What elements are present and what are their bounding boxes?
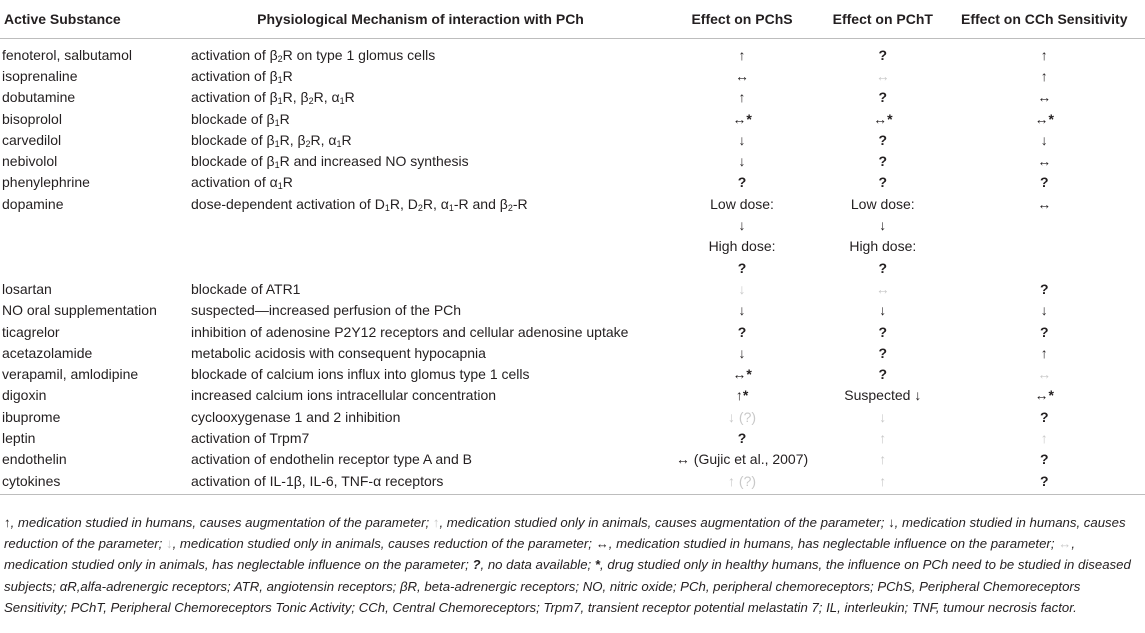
cell-effect-cch: ? xyxy=(1039,323,1049,340)
table-row xyxy=(0,257,1145,278)
mechanism-text: R xyxy=(279,110,290,127)
cell-mechanism xyxy=(179,427,662,448)
table-body xyxy=(0,39,1145,495)
cell-effect-pchs: ? xyxy=(737,174,747,191)
cell-effect-cch: ↓ xyxy=(1040,302,1048,319)
cell-mechanism xyxy=(179,342,662,363)
cell-effect-cch: ↔ xyxy=(1037,366,1052,383)
table-row xyxy=(0,342,1145,363)
cell-active-substance: endothelin xyxy=(2,451,67,468)
cell-effect-pcht: ? xyxy=(878,174,888,191)
cell-effect-pcht: ? xyxy=(878,131,888,148)
cell-effect-pcht: ↔* xyxy=(873,110,893,127)
mechanism-text: -R and β xyxy=(453,195,508,212)
cell-effect-cch: ? xyxy=(1039,472,1049,489)
cell-active-substance: ibuprome xyxy=(2,408,61,425)
mechanism-text: dose-dependent activation of D xyxy=(191,195,385,212)
cell-effect-pcht: ? xyxy=(878,46,888,63)
mechanism-text: blockade of ATR1 xyxy=(191,280,301,297)
mechanism-text: cyclooxygenase 1 and 2 inhibition xyxy=(191,408,401,425)
cell-active-substance: leptin xyxy=(2,429,36,446)
mechanism-text: activation of β xyxy=(191,67,278,84)
cell-active-substance: bisoprolol xyxy=(2,110,62,127)
mechanism-text: suspected—increased perfusion of the PCh xyxy=(191,302,462,319)
header-effect-pchs: Effect on PChS xyxy=(691,11,793,27)
cell-effect-cch: ↔ xyxy=(1037,195,1052,212)
cell-effect-pchs: ↔ xyxy=(735,67,750,84)
cell-active-substance: digoxin xyxy=(2,387,47,404)
table-row xyxy=(0,39,1145,66)
cell-effect-cch xyxy=(944,214,1145,235)
cell-mechanism xyxy=(179,129,662,150)
cell-mechanism xyxy=(179,363,662,384)
header-mechanism: Physiological Mechanism of interaction with PCh xyxy=(257,11,584,27)
cell-effect-pcht: ? xyxy=(878,89,888,106)
cell-mechanism xyxy=(179,385,662,406)
cell-active-substance: NO oral supplementation xyxy=(2,302,157,319)
table-row xyxy=(0,214,1145,235)
cell-effect-pcht: ↔ xyxy=(875,280,890,297)
mechanism-subscript: 1 xyxy=(277,181,283,192)
mechanism-subscript: 1 xyxy=(277,74,283,85)
cell-active-substance: losartan xyxy=(2,280,52,297)
table-row xyxy=(0,129,1145,150)
cell-active-substance: acetazolamide xyxy=(2,344,93,361)
cell-active-substance: verapamil, amlodipine xyxy=(2,366,139,383)
cell-active-substance: fenoterol, salbutamol xyxy=(2,46,132,63)
mechanism-text: R xyxy=(282,67,293,84)
mechanism-text: increased calcium ions intracellular concentration xyxy=(191,387,497,404)
cell-effect-cch xyxy=(944,257,1145,278)
footnote-segment: , no data available; xyxy=(480,557,595,573)
mechanism-subscript: 1 xyxy=(384,202,390,213)
cell-effect-pcht: High dose: xyxy=(849,238,917,255)
mechanism-text: R, β xyxy=(279,131,306,148)
header-effect-pcht: Effect on PChT xyxy=(832,11,933,27)
mechanism-subscript: 1 xyxy=(274,117,280,128)
cell-mechanism xyxy=(179,39,662,66)
mechanism-text: blockade of calcium ions influx into glomus type 1 cells xyxy=(191,366,530,383)
mechanism-text: activation of IL-1β, IL-6, TNF-α receptors xyxy=(191,472,444,489)
mechanism-text: R on type 1 glomus cells xyxy=(282,46,436,63)
cell-effect-pcht: ? xyxy=(878,366,888,383)
cell-mechanism xyxy=(179,172,662,193)
mechanism-text: R, α xyxy=(310,131,337,148)
cell-effect-cch: ↔* xyxy=(1034,387,1054,404)
cell-effect-cch: ↑ xyxy=(1040,429,1048,446)
cell-effect-cch: ↑ xyxy=(1040,344,1048,361)
cell-active-substance xyxy=(0,236,179,257)
footnote-segment: ↔ xyxy=(1058,536,1072,552)
cell-effect-pcht: ↑ xyxy=(879,472,887,489)
cell-effect-cch: ↓ xyxy=(1040,131,1048,148)
mechanism-subscript: 1 xyxy=(448,202,454,213)
cell-effect-pchs: ↔* xyxy=(732,110,752,127)
cell-active-substance: carvedilol xyxy=(2,131,62,148)
table-row xyxy=(0,172,1145,193)
cell-effect-pcht: ? xyxy=(878,153,888,170)
footnote-segment: , medication studied only in animals, causes augmentation of the parameter; xyxy=(439,515,889,530)
table-row xyxy=(0,193,1145,214)
cell-active-substance: ticagrelor xyxy=(2,323,60,340)
cell-effect-pchs: ↓ xyxy=(738,344,746,361)
mechanism-text: activation of endothelin receptor type A and B xyxy=(191,451,472,468)
cell-effect-pchs: High dose: xyxy=(708,238,776,255)
cell-effect-cch: ↑ xyxy=(1040,67,1048,84)
cell-effect-cch: ↔ xyxy=(1037,89,1052,106)
cell-effect-pchs: ↓ xyxy=(738,217,746,234)
cell-active-substance: nebivolol xyxy=(2,153,58,170)
mechanism-text: R xyxy=(282,174,293,191)
cell-mechanism xyxy=(179,150,662,171)
cell-effect-pchs: ↔* xyxy=(732,366,752,383)
cell-mechanism xyxy=(179,236,662,257)
cell-effect-pchs: ↑* xyxy=(735,387,749,404)
footnote-segment: , drug studied only in healthy humans, the influence on PCh need to be studied in diseased subjects; αR,alfa-adrenergic receptors; ATR, angiotensin receptors; βR, beta-adrenergic receptors; NO, nitric oxide; PCh, peripheral chemoreceptors; PChS, Peripheral Chemoreceptors Sensitivity; PChT, Peripheral Chemoreceptors Tonic Activity; CCh, Central Chemoreceptors; Trpm7, transient receptor potential melastatin 7; IL, interleukin; TNF, tumour necrosis factor. xyxy=(4,557,1131,615)
header-effect-cch: Effect on CCh Sensitivity xyxy=(961,11,1128,27)
cell-active-substance: cytokines xyxy=(2,472,61,489)
cell-effect-pcht: ↑ xyxy=(879,429,887,446)
mechanism-text: blockade of β xyxy=(191,131,275,148)
table-row xyxy=(0,363,1145,384)
mechanism-text: blockade of β xyxy=(191,110,275,127)
cell-effect-cch: ↔ xyxy=(1037,153,1052,170)
cell-effect-cch xyxy=(944,236,1145,257)
cell-effect-pchs: ↑ (?) xyxy=(728,472,757,489)
cell-effect-pcht: ↑ xyxy=(879,451,887,468)
footnote-segment: * xyxy=(594,557,601,573)
cell-mechanism xyxy=(179,406,662,427)
header-row xyxy=(0,0,1145,39)
cell-effect-pchs: ↓ xyxy=(738,131,746,148)
mechanism-subscript: 1 xyxy=(336,138,342,149)
cell-effect-pchs: ↓ (?) xyxy=(728,408,757,425)
footnote-segment: , medication studied in humans, causes augmentation of the parameter; xyxy=(10,515,433,530)
table-row xyxy=(0,470,1145,495)
cell-active-substance: phenylephrine xyxy=(2,174,90,191)
cell-active-substance xyxy=(0,214,179,235)
cell-effect-pcht: ↔ xyxy=(875,67,890,84)
cell-effect-pcht: ? xyxy=(878,259,888,276)
cell-mechanism xyxy=(179,87,662,108)
mechanism-text: blockade of β xyxy=(191,153,275,170)
table-row xyxy=(0,300,1145,321)
cell-mechanism xyxy=(179,321,662,342)
cell-effect-pcht: ↓ xyxy=(879,217,887,234)
cell-effect-pchs: ↓ xyxy=(738,153,746,170)
mechanism-text: R and increased NO synthesis xyxy=(279,153,469,170)
footnote-segment: , medication studied only in animals, causes reduction of the parameter; xyxy=(172,536,596,552)
cell-effect-cch: ↑ xyxy=(1040,46,1048,63)
cell-active-substance: dopamine xyxy=(2,195,64,212)
mechanism-text: inhibition of adenosine P2Y12 receptors and cellular adenosine uptake xyxy=(191,323,629,340)
mechanism-text: R, α xyxy=(422,195,449,212)
footnote-segment: , medication studied in humans, causes reduction of the parameter; xyxy=(4,515,1126,552)
cell-effect-pcht: Low dose: xyxy=(850,195,915,212)
cell-effect-pchs: ↑ xyxy=(738,46,746,63)
cell-effect-pcht: ? xyxy=(878,323,888,340)
footnote-segment: ↓ xyxy=(166,536,173,552)
mechanism-subscript: 2 xyxy=(277,53,283,64)
footnote-segment: ↑ xyxy=(4,515,11,530)
cell-effect-pchs: ? xyxy=(737,429,747,446)
cell-mechanism xyxy=(179,278,662,299)
cell-mechanism xyxy=(179,470,662,495)
mechanism-subscript: 2 xyxy=(305,138,311,149)
mechanism-text: R, D xyxy=(389,195,418,212)
table-row xyxy=(0,406,1145,427)
cell-effect-pcht: ↓ xyxy=(879,302,887,319)
footnote-segment: , medication studied only in animals, has neglectable influence on the parameter; xyxy=(4,536,1076,573)
footnote-segment: , medication studied in humans, has neglectable influence on the parameter; xyxy=(608,536,1059,552)
cell-effect-cch: ↔* xyxy=(1034,110,1054,127)
footnote-segment: ? xyxy=(472,557,481,573)
mechanism-text: metabolic acidosis with consequent hypocapnia xyxy=(191,344,486,361)
table-row xyxy=(0,87,1145,108)
cell-effect-pchs: ↓ xyxy=(738,302,746,319)
mechanism-text: R, β xyxy=(282,89,309,106)
mechanism-text: activation of β xyxy=(191,89,278,106)
mechanism-text: activation of α xyxy=(191,174,278,191)
footnote-segment: ↑ xyxy=(432,515,440,530)
table-row xyxy=(0,65,1145,86)
mechanism-subscript: 1 xyxy=(339,96,345,107)
mechanism-subscript: 1 xyxy=(274,160,280,171)
cell-effect-pcht: Suspected ↓ xyxy=(844,387,922,404)
footnote-segment: ↓ xyxy=(888,515,895,530)
cell-mechanism xyxy=(179,300,662,321)
mechanism-subscript: 1 xyxy=(274,138,280,149)
cell-effect-cch: ? xyxy=(1039,280,1049,297)
cell-mechanism xyxy=(179,257,662,278)
mechanism-text: activation of β xyxy=(191,46,278,63)
cell-effect-pchs: ? xyxy=(737,259,747,276)
mechanism-text: R, α xyxy=(313,89,340,106)
header-active-substance: Active Substance xyxy=(4,11,121,27)
mechanism-subscript: 2 xyxy=(507,202,513,213)
table-row xyxy=(0,385,1145,406)
cell-effect-cch: ? xyxy=(1039,408,1049,425)
table-row xyxy=(0,150,1145,171)
cell-mechanism xyxy=(179,193,662,214)
cell-active-substance: dobutamine xyxy=(2,89,76,106)
mechanism-text: R xyxy=(344,89,355,106)
cell-mechanism xyxy=(179,449,662,470)
mechanism-text: activation of Trpm7 xyxy=(191,429,310,446)
table-row xyxy=(0,427,1145,448)
cell-effect-pchs: ↓ xyxy=(738,280,746,297)
mechanism-text: R xyxy=(341,131,352,148)
table-row xyxy=(0,449,1145,470)
table-row xyxy=(0,108,1145,129)
table-row xyxy=(0,321,1145,342)
mechanism-subscript: 1 xyxy=(277,96,283,107)
mechanism-subscript: 2 xyxy=(417,202,423,213)
cell-active-substance: isoprenaline xyxy=(2,67,78,84)
cell-active-substance xyxy=(0,257,179,278)
cell-effect-pchs: ? xyxy=(737,323,747,340)
cell-effect-pcht: ? xyxy=(878,344,888,361)
mechanism-text: -R xyxy=(512,195,528,212)
table-row xyxy=(0,278,1145,299)
cell-mechanism xyxy=(179,214,662,235)
cell-mechanism xyxy=(179,108,662,129)
mechanism-subscript: 2 xyxy=(308,96,314,107)
cell-effect-cch: ? xyxy=(1039,451,1049,468)
cell-effect-cch: ? xyxy=(1039,174,1049,191)
table-footnote xyxy=(4,512,1140,618)
table-row xyxy=(0,236,1145,257)
cell-effect-pchs: ↔ (Gujic et al., 2007) xyxy=(675,451,809,468)
cell-effect-pcht: ↓ xyxy=(879,408,887,425)
cell-effect-pchs: Low dose: xyxy=(710,195,774,212)
footnote-segment: ↔ xyxy=(595,536,609,552)
cell-effect-pchs: ↑ xyxy=(738,89,746,106)
cell-mechanism xyxy=(179,65,662,86)
